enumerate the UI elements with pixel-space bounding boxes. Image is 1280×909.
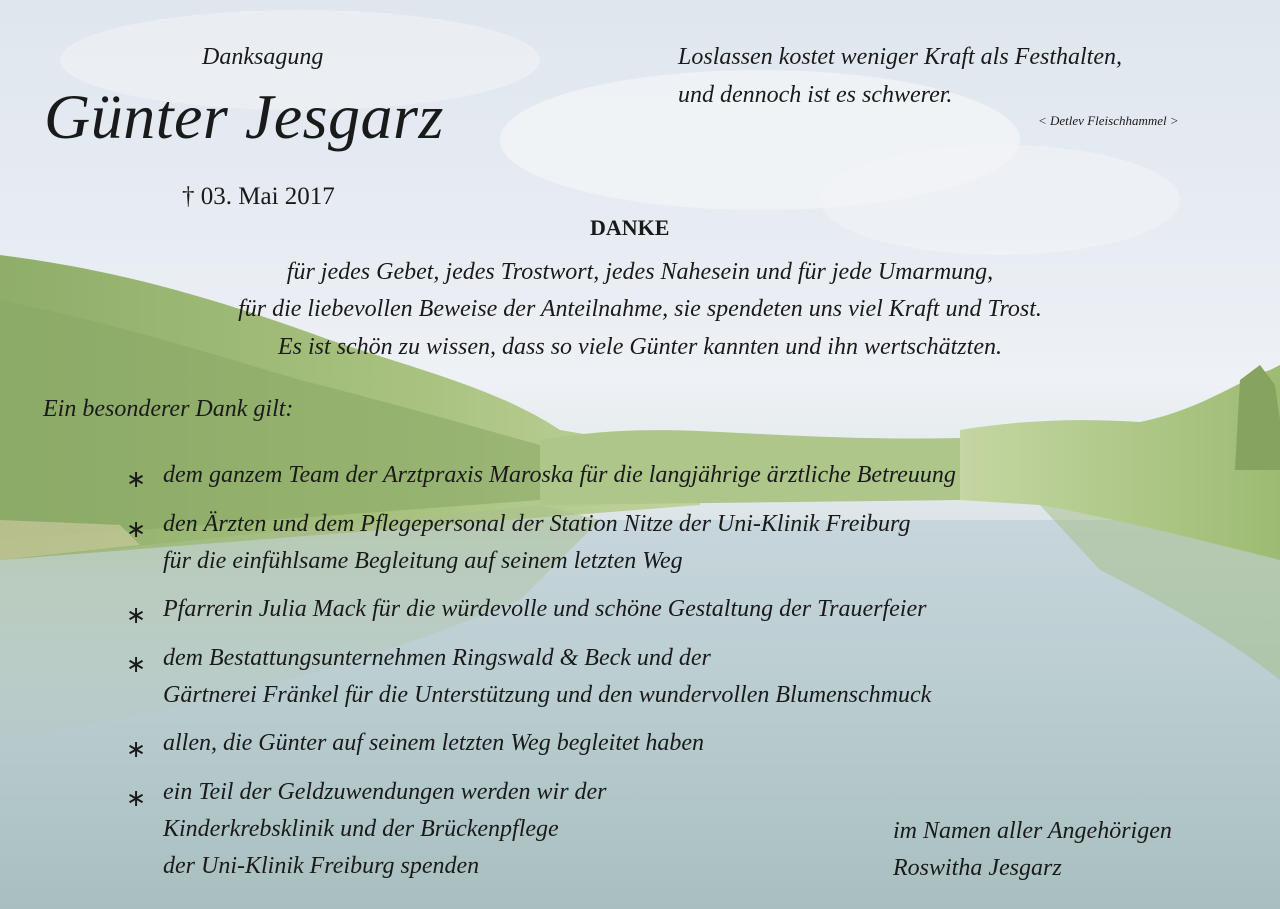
bullet-icon: ∗ [126,735,147,763]
special-thanks-intro: Ein besonderer Dank gilt: [43,396,294,422]
thanks-line-3: Es ist schön zu wissen, dass so viele Günter kannten und ihn wertschätzten. [278,334,1002,360]
list-item-2-line-1: den Ärzten und dem Pflegepersonal der Station Nitze der Uni-Klinik Freiburg [163,511,911,537]
bullet-icon: ∗ [126,784,147,812]
list-item-4-line-2: Gärtnerei Fränkel für die Unterstützung und den wundervollen Blumenschmuck [163,682,932,708]
card-heading: Danksagung [202,44,324,70]
list-item-4-line-1: dem Bestattungsunternehmen Ringswald & Beck und der [163,645,711,671]
list-item-1-line-1: dem ganzem Team der Arztpraxis Maroska für die langjährige ärztliche Betreuung [163,462,956,488]
quote-line-2: und dennoch ist es schwerer. [678,82,953,108]
list-item-3-line-1: Pfarrerin Julia Mack für die würdevolle und schöne Gestaltung der Trauerfeier [163,596,927,622]
signature-line-1: im Namen aller Angehörigen [893,818,1172,844]
quote-author: < Detlev Fleischhammel > [1038,113,1179,128]
list-item-6-line-1: ein Teil der Geldzuwendungen werden wir der [163,779,607,805]
list-item-5-line-1: allen, die Günter auf seinem letzten Weg begleitet haben [163,730,704,756]
list-item-6-line-2: Kinderkrebsklinik und der Brückenpflege [163,816,559,842]
signature-name: Roswitha Jesgarz [893,855,1062,881]
thanks-title: DANKE [590,215,670,240]
list-item-2-line-2: für die einfühlsame Begleitung auf seinem letzten Weg [163,548,683,574]
thanks-line-2: für die liebevollen Beweise der Anteilnahme, sie spendeten uns viel Kraft und Trost. [238,296,1042,322]
death-date: † 03. Mai 2017 [182,183,335,210]
bullet-icon: ∗ [126,650,147,678]
list-item-6-line-3: der Uni-Klinik Freiburg spenden [163,853,480,879]
bullet-icon: ∗ [126,601,147,629]
bullet-icon: ∗ [126,465,147,493]
deceased-name: Günter Jesgarz [44,81,444,152]
thanks-line-1: für jedes Gebet, jedes Trostwort, jedes Nahesein und für jede Umarmung, [286,259,994,285]
quote-line-1: Loslassen kostet weniger Kraft als Festhalten, [678,44,1122,70]
bullet-icon: ∗ [126,515,147,543]
